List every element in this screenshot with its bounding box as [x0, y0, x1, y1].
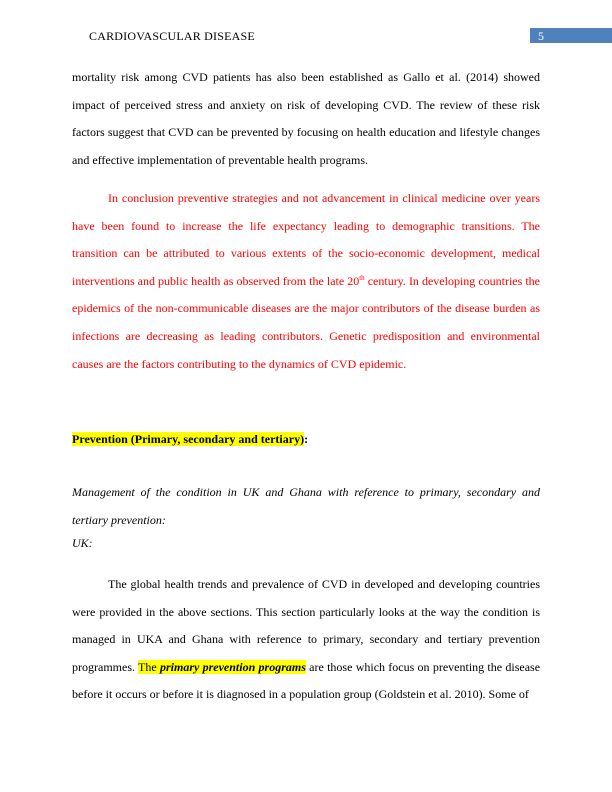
section-heading [72, 430, 308, 448]
section-heading-text: Prevention (Primary, secondary and tertiary) [72, 432, 305, 446]
running-head: CARDIOVASCULAR DISEASE [89, 29, 255, 43]
uk-paragraph-part1: The global health trends and prevalence of CVD in developed and developing countries were provided in the above sections. This section particularly looks at the way the condition is managed in UKA and Ghana with reference to primary, secondary and tertiary prevention programmes. [72, 577, 540, 674]
section-heading-colon: : [304, 432, 309, 446]
subheading: Management of the condition in UK and Ghana with reference to primary, secondary and tertiary prevention: [72, 485, 540, 527]
subheading-block [72, 479, 540, 552]
conclusion-text-part2: century. In developing countries the epidemics of the non-communicable diseases are the major contributors of the disease burden as infections are decreasing as leading contributors. Genetic predisposition and environmental causes are the factors contributing to the dynamics of CVD epidemic. [72, 273, 540, 371]
ordinal-superscript: th [359, 273, 365, 282]
highlight-bold-italic: primary prevention programs [159, 659, 306, 674]
conclusion-text-part1: In conclusion preventive strategies and not advancement in clinical medicine over years have been found to increase the life expectancy leading to demographic transitions. The transition can be attributed to various extents of the socio-economic development, medical interventions and public health as observed from the late 20 [72, 191, 540, 288]
paragraph-continuation [72, 64, 540, 174]
paragraph-text: mortality risk among CVD patients has also been established as Gallo et al. (2014) showed impact of perceived stress and anxiety on risk of developing CVD. The review of these risk factors suggest that CVD can be prevented by focusing on health education and lifestyle changes and effective implementation of preventable health programs. [72, 70, 540, 167]
page-number: 5 [538, 29, 544, 43]
uk-paragraph-part2: are those which focus on preventing the disease before it occurs or before it is diagnosed in a population group (Goldstein et al. 2010). Some of [72, 659, 541, 702]
highlighted-phrase [138, 660, 306, 674]
conclusion-paragraph [72, 185, 540, 378]
conclusion-text [72, 185, 540, 378]
uk-paragraph [72, 571, 540, 709]
uk-paragraph-text [72, 571, 540, 709]
uk-label: UK: [72, 536, 93, 551]
page-number-box [530, 28, 612, 43]
highlight-plain: The [138, 659, 160, 674]
